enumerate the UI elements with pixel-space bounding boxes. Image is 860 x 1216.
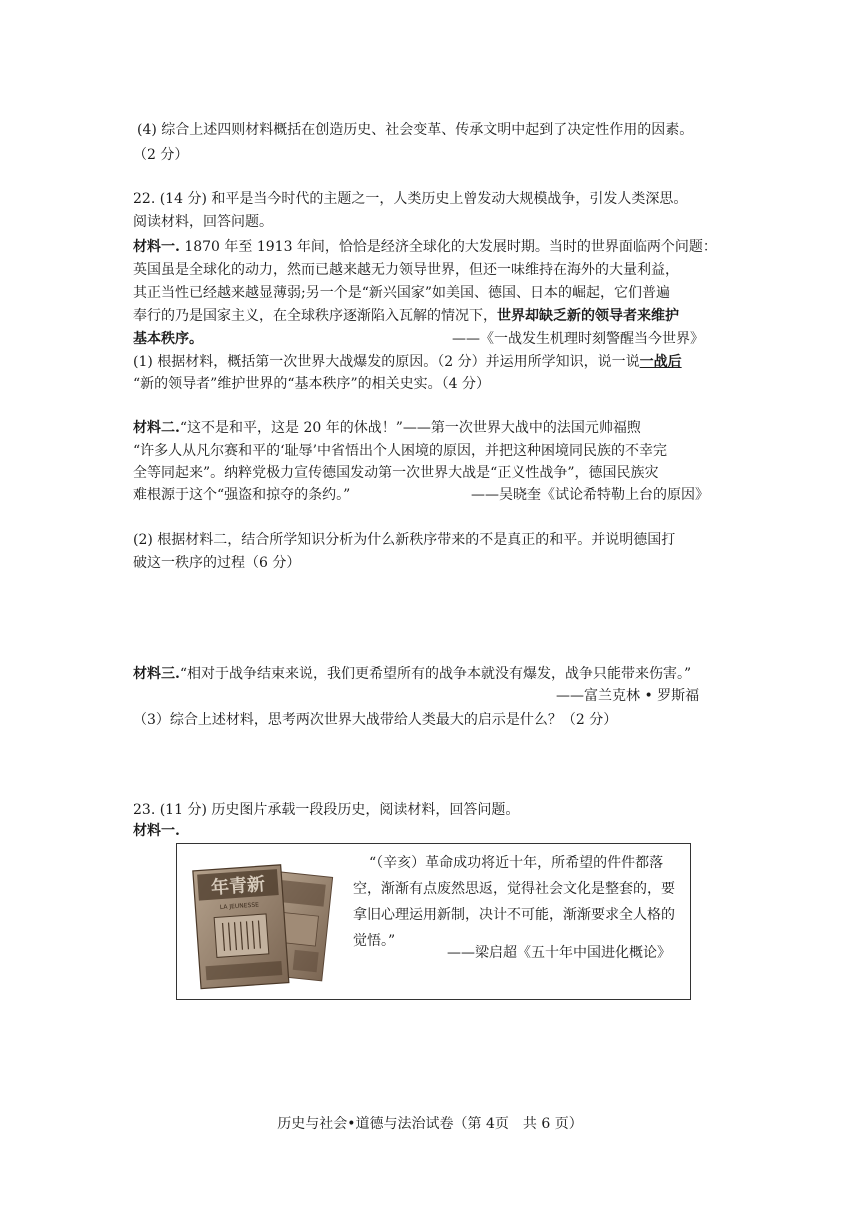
q22-material1-line1 (133, 236, 717, 258)
q22-material1-line2: 英国虽是全球化的动力，然而已越来越无力领导世界，但还一味维持在海外的大量利益， (133, 262, 679, 278)
magazine-subtitle: LA JEUNESSE (219, 901, 260, 912)
q22-material1-line5: 基本秩序。 (133, 331, 203, 347)
q22-material2-line2: “许多人从凡尔赛和平的‘耻辱’中省悟出个人困境的原因，并把这种困境同民族的不幸完 (133, 443, 668, 459)
magazine-title: 年青新 (210, 873, 266, 899)
q22-sub1-line2: “新的领导者”维护世界的“基本秩序”的相关史实。（4 分） (133, 376, 490, 392)
magazine-cover-image (187, 854, 337, 994)
q22-material1-line3: 其正当性已经越来越显薄弱;另一个是“新兴国家”如美国、德国、日本的崛起，它们普遍 (133, 285, 671, 301)
q22-sub1-line1 (133, 351, 682, 373)
q22-sub3: （3）综合上述材料，思考两次世界大战带给人类最大的启示是什么？（2 分） (133, 712, 618, 728)
q22-material3-label: 材料三. (133, 666, 180, 682)
q21-sub4-line2: （2 分） (133, 147, 189, 163)
q22-material2-line3: 全等同起来”。纳粹党极力宣传德国发动第一次世界大战是“正义性战争”，德国民族灾 (133, 465, 659, 481)
q22-material1-line4 (133, 305, 679, 327)
q22-sub2-line1: (2) 根据材料二，结合所学知识分析为什么新秩序带来的不是真正的和平。并说明德国打 (133, 532, 676, 548)
quote-line2: 空，渐渐有点废然思返，觉得社会文化是整套的，要 (353, 881, 675, 897)
q22-material2-text1: “这不是和平，这是 20 年的休战！”——第一次世界大战中的法国元帅福煦 (179, 420, 641, 436)
q23-material1-label: 材料一. (133, 823, 180, 839)
q22-material3-source: ——富兰克林 • 罗斯福 (556, 688, 700, 704)
q22-material3-line1 (133, 663, 691, 685)
q22-material2-label: 材料二. (133, 420, 180, 436)
quote-line1: “（辛亥）革命成功将近十年，所希望的件件都落 (369, 855, 664, 871)
quote-line3: 拿旧心理运用新制，决计不可能，渐渐要求全人格的 (353, 907, 675, 923)
q22-sub2-line2: 破这一秩序的过程（6 分） (133, 555, 301, 571)
q22-material1-line4b: 世界却缺乏新的领导者来维护 (497, 308, 679, 324)
q22-sub1-line1a: (1) 根据材料，概括第一次世界大战爆发的原因。（2 分）并运用所学知识，说一说 (133, 354, 640, 370)
q22-material1-line4a: 奉行的乃是国家主义，在全球秩序逐渐陷入瓦解的情况下， (133, 308, 497, 324)
q22-intro-line1: 22. (14 分) 和平是当今时代的主题之一，人类历史上曾发动大规模战争，引发人类深思。 (133, 191, 688, 207)
q23-material1-box (176, 843, 691, 1000)
quote-line4: 觉悟。” (353, 933, 396, 949)
q22-intro-line2: 阅读材料，回答问题。 (133, 214, 273, 230)
quote-source: ——梁启超《五十年中国进化概论》 (447, 945, 671, 961)
q22-material1-text1: 1870 年至 1913 年间，恰恰是经济全球化的大发展时期。当时的世界面临两个问题： (179, 239, 717, 255)
q22-material2-line4: 难根源于这个“强盗和掠夺的条约。” (133, 487, 351, 503)
q22-material2-source: ——吴晓奎《试论希特勒上台的原因》 (471, 487, 709, 503)
q22-material1-source: ——《一战发生机理时刻警醒当今世界》 (452, 331, 704, 347)
q23-intro: 23. (11 分) 历史图片承载一段段历史，阅读材料，回答问题。 (133, 802, 520, 818)
q22-material3-text1: “相对于战争结束来说，我们更希望所有的战争本就没有爆发，战争只能带来伤害。” (179, 666, 692, 682)
q22-sub1-line1b: 一战后 (639, 354, 682, 370)
q22-material2-line1 (133, 417, 641, 439)
q21-sub4-line1: (4) 综合上述四则材料概括在创造历史、社会变革、传承文明中起到了决定性作用的因素。 (137, 122, 694, 138)
q22-material1-label: 材料一. (133, 239, 180, 255)
page-footer: 历史与社会•道德与法治试卷（第 4页 共 6 页） (277, 1116, 583, 1132)
